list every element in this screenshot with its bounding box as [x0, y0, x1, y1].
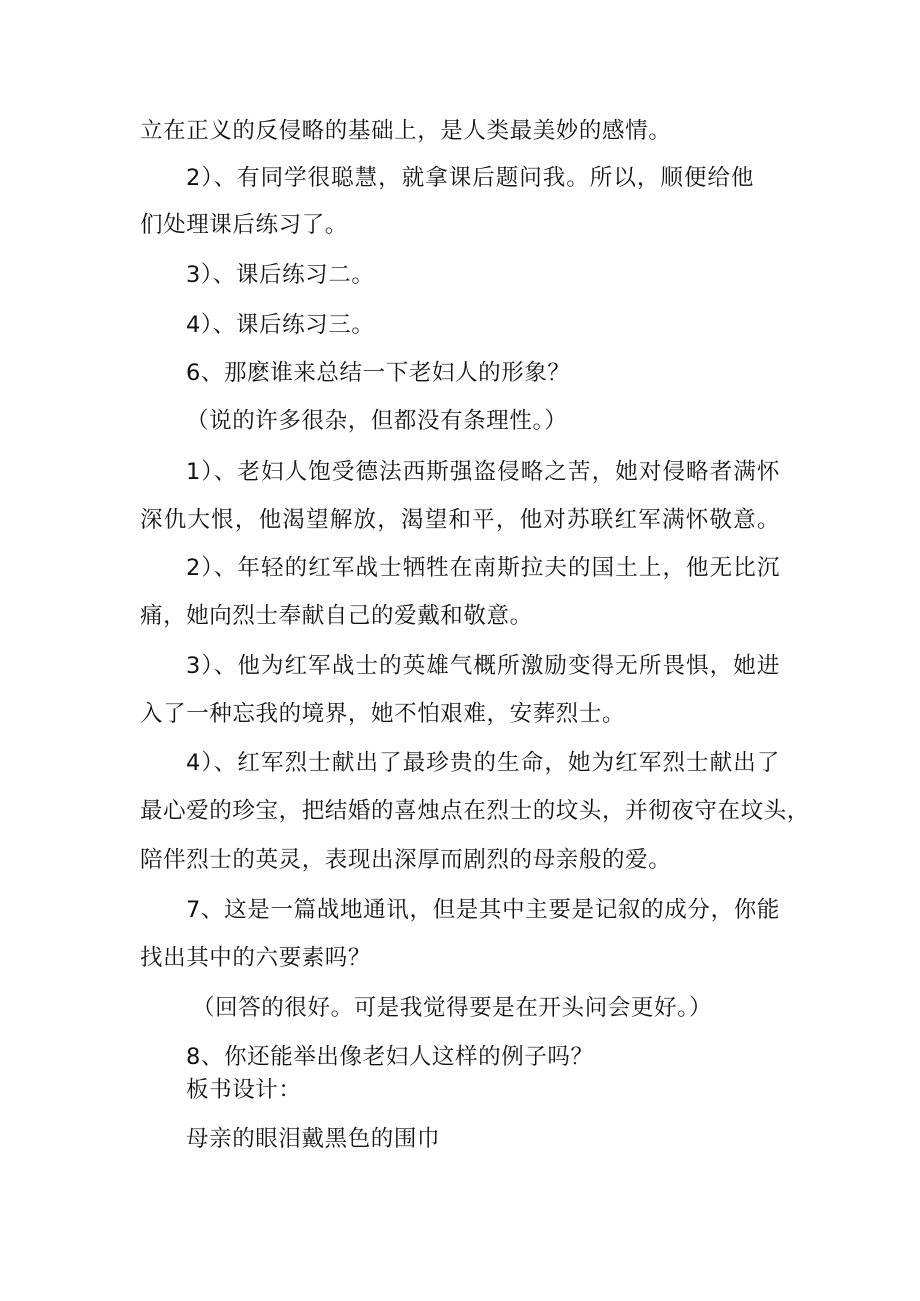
paragraph-line-2: 2）、有同学很聪慧，就拿课后题问我。所以，顺便给他: [186, 165, 754, 191]
paragraph-line-5: 4）、课后练习三。: [186, 312, 375, 338]
paragraph-line-3: 们处理课后练习了。: [140, 212, 348, 238]
paragraph-line-16: 陪伴烈士的英灵，表现出深厚而剧烈的母亲般的爱。: [140, 847, 672, 873]
paragraph-line-19: （回答的很好。可是我觉得要是在开头问会更好。）: [192, 995, 713, 1021]
paragraph-line-4: 3）、课后练习二。: [186, 262, 375, 288]
paragraph-line-18: 找出其中的六要素吗？: [140, 945, 372, 971]
paragraph-line-12: 3）、他为红军战士的英雄气概所激励变得无所畏惧，她进: [186, 653, 780, 679]
paragraph-line-9: 深仇大恨，他渴望解放，渴望和平，他对苏联红军满怀敬意。: [140, 507, 780, 533]
paragraph-line-1: 立在正义的反侵略的基础上，是人类最美妙的感情。: [140, 118, 672, 144]
paragraph-line-10: 2）、年轻的红军战士牺牲在南斯拉夫的国土上，他无比沉: [186, 555, 780, 581]
paragraph-line-8: 1）、老妇人饱受德法西斯强盗侵略之苦，她对侵略者满怀: [186, 459, 780, 485]
paragraph-line-13: 入了一种忘我的境界，她不怕艰难，安葬烈士。: [140, 701, 626, 727]
paragraph-line-17: 7、这是一篇战地通讯，但是其中主要是记叙的成分，你能: [186, 897, 780, 923]
paragraph-line-7: （说的许多很杂，但都没有条理性。）: [186, 408, 568, 434]
board-design-heading: 板书设计：: [186, 1077, 302, 1103]
paragraph-line-14: 4）、红军烈士献出了最珍贵的生命，她为红军烈士献出了: [186, 750, 780, 776]
paragraph-line-15: 最心爱的珍宝，把结婚的喜烛点在烈士的坟头，并彻夜守在坟头，: [140, 798, 810, 824]
paragraph-line-6: 6、那麽谁来总结一下老妇人的形象？: [186, 360, 571, 386]
board-design-content: 母亲的眼泪戴黑色的围巾: [186, 1126, 441, 1152]
paragraph-line-11: 痛，她向烈士奉献自己的爱戴和敬意。: [140, 603, 533, 629]
paragraph-line-20: 8、你还能举出像老妇人这样的例子吗？: [186, 1044, 594, 1070]
